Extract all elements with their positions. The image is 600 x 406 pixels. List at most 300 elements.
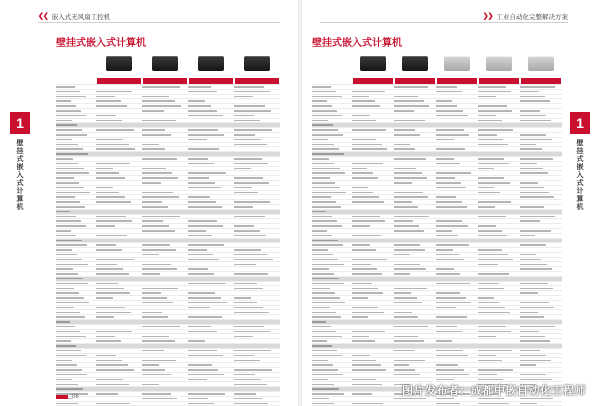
- spec-value-cell: [478, 85, 520, 89]
- illegible-text: [520, 403, 537, 405]
- illegible-text: [188, 283, 226, 285]
- illegible-text: [394, 177, 427, 179]
- spec-value-cell: [96, 210, 142, 214]
- illegible-text: [142, 249, 176, 251]
- illegible-text: [312, 144, 334, 146]
- illegible-text: [436, 148, 465, 150]
- illegible-text: [312, 100, 327, 102]
- illegible-text: [142, 144, 159, 146]
- spec-value-cell: [96, 272, 142, 276]
- illegible-text: [142, 192, 173, 194]
- illegible-text: [478, 369, 513, 371]
- spec-value-cell: [520, 368, 562, 372]
- illegible-text: [478, 283, 499, 285]
- spec-value-cell: [478, 176, 520, 180]
- spec-value-cell: [352, 315, 394, 319]
- illegible-text: [56, 225, 86, 227]
- spec-value-cell: [352, 128, 394, 132]
- illegible-text: [234, 312, 269, 314]
- illegible-text: [436, 297, 466, 299]
- spec-value-cell: [436, 373, 478, 377]
- spec-value-cell: [394, 123, 436, 127]
- spec-value-cell: [142, 272, 188, 276]
- illegible-text: [56, 249, 72, 251]
- spec-value-cell: [478, 133, 520, 137]
- illegible-text: [56, 297, 84, 299]
- illegible-text: [312, 220, 337, 222]
- illegible-text: [478, 110, 512, 112]
- spec-value-cell: [352, 291, 394, 295]
- illegible-text: [188, 350, 217, 352]
- spec-value-cell: [394, 320, 436, 324]
- illegible-text: [312, 292, 335, 294]
- spec-value-cell: [436, 368, 478, 372]
- spec-value-cell: [352, 147, 394, 151]
- illegible-text: [352, 244, 370, 246]
- spec-row: [312, 402, 562, 406]
- illegible-text: [56, 350, 81, 352]
- spec-value-cell: [520, 181, 562, 185]
- spec-value-cell: [142, 363, 188, 367]
- illegible-text: [234, 288, 263, 290]
- spec-value-cell: [352, 243, 394, 247]
- spec-value-cell: [188, 296, 234, 300]
- spec-value-cell: [436, 123, 478, 127]
- spec-value-cell: [436, 138, 478, 142]
- spec-value-cell: [234, 253, 280, 257]
- illegible-text: [436, 259, 464, 261]
- illegible-text: [520, 120, 551, 122]
- illegible-text: [520, 230, 551, 232]
- spec-value-cell: [142, 138, 188, 142]
- spec-label-cell: [56, 85, 96, 89]
- spec-label-cell: [56, 378, 96, 382]
- spec-value-cell: [352, 358, 394, 362]
- illegible-text: [96, 288, 124, 290]
- spec-value-cell: [96, 85, 142, 89]
- illegible-text: [394, 230, 424, 232]
- spec-value-cell: [436, 95, 478, 99]
- spec-value-cell: [234, 104, 280, 108]
- illegible-text: [436, 134, 469, 136]
- spec-value-cell: [394, 229, 436, 233]
- spec-value-cell: [234, 229, 280, 233]
- page-number: 06: [72, 394, 79, 400]
- illegible-text: [56, 124, 77, 126]
- spec-value-cell: [234, 402, 280, 406]
- spec-value-cell: [142, 330, 188, 334]
- spec-value-cell: [142, 109, 188, 113]
- spec-label-cell: [312, 191, 352, 195]
- spec-label-cell: [312, 239, 352, 243]
- spec-value-cell: [520, 205, 562, 209]
- illegible-text: [96, 115, 116, 117]
- illegible-text: [234, 163, 268, 165]
- spec-label-cell: [312, 128, 352, 132]
- illegible-text: [188, 139, 207, 141]
- spec-value-cell: [436, 291, 478, 295]
- illegible-text: [188, 220, 217, 222]
- illegible-text: [188, 364, 212, 366]
- spec-value-cell: [188, 133, 234, 137]
- spec-value-cell: [188, 176, 234, 180]
- spec-value-cell: [478, 186, 520, 190]
- illegible-text: [520, 220, 540, 222]
- spec-value-cell: [352, 167, 394, 171]
- spec-value-cell: [478, 368, 520, 372]
- illegible-text: [394, 158, 426, 160]
- illegible-text: [56, 355, 86, 357]
- spec-value-cell: [188, 119, 234, 123]
- spec-value-cell: [142, 397, 188, 401]
- illegible-text: [188, 316, 222, 318]
- spec-value-cell: [142, 167, 188, 171]
- illegible-text: [56, 379, 72, 381]
- illegible-text: [352, 225, 370, 227]
- spec-label-cell: [56, 219, 96, 223]
- spec-value-cell: [394, 272, 436, 276]
- spec-value-cell: [478, 349, 520, 353]
- illegible-text: [142, 384, 159, 386]
- spec-label-cell: [56, 215, 96, 219]
- spec-value-cell: [188, 373, 234, 377]
- spec-value-cell: [234, 397, 280, 401]
- illegible-text: [520, 163, 537, 165]
- spec-value-cell: [394, 262, 436, 266]
- spec-value-cell: [96, 128, 142, 132]
- illegible-text: [56, 172, 89, 174]
- illegible-text: [188, 100, 205, 102]
- illegible-text: [436, 374, 469, 376]
- spec-label-cell: [312, 205, 352, 209]
- illegible-text: [188, 249, 207, 251]
- spec-value-cell: [142, 85, 188, 89]
- left-spec-table: [56, 78, 280, 406]
- spec-value-cell: [520, 262, 562, 266]
- illegible-text: [312, 369, 338, 371]
- spec-value-cell: [96, 296, 142, 300]
- spec-label-cell: [312, 200, 352, 204]
- spec-value-cell: [352, 215, 394, 219]
- spec-label-cell: [312, 171, 352, 175]
- illegible-text: [436, 158, 454, 160]
- spec-label-cell: [312, 147, 352, 151]
- illegible-text: [394, 254, 410, 256]
- illegible-text: [436, 115, 468, 117]
- illegible-text: [56, 153, 88, 155]
- spec-value-cell: [478, 243, 520, 247]
- illegible-text: [312, 163, 334, 165]
- illegible-text: [520, 288, 553, 290]
- spec-value-cell: [188, 229, 234, 233]
- illegible-text: [478, 336, 496, 338]
- illegible-text: [142, 288, 178, 290]
- spec-value-cell: [478, 296, 520, 300]
- illegible-text: [478, 379, 503, 381]
- spec-value-cell: [142, 282, 188, 286]
- spec-value-cell: [142, 339, 188, 343]
- illegible-text: [234, 326, 264, 328]
- spec-value-cell: [188, 402, 234, 406]
- spec-value-cell: [142, 205, 188, 209]
- spec-value-cell: [234, 363, 280, 367]
- spec-value-cell: [96, 344, 142, 348]
- illegible-text: [142, 316, 168, 318]
- illegible-text: [478, 225, 496, 227]
- spec-value-cell: [352, 229, 394, 233]
- spec-value-cell: [96, 387, 142, 391]
- spec-value-cell: [520, 143, 562, 147]
- spec-value-cell: [394, 224, 436, 228]
- illegible-text: [436, 230, 452, 232]
- spec-value-cell: [189, 78, 233, 84]
- illegible-text: [312, 177, 330, 179]
- illegible-text: [234, 374, 255, 376]
- spec-value-cell: [352, 181, 394, 185]
- spec-value-cell: [520, 402, 562, 406]
- illegible-text: [142, 297, 167, 299]
- illegible-text: [234, 273, 268, 275]
- spec-value-cell: [188, 358, 234, 362]
- spec-label-cell: [56, 162, 96, 166]
- spec-value-cell: [96, 143, 142, 147]
- spec-value-cell: [478, 358, 520, 362]
- right-chapter-label: [570, 140, 590, 212]
- spec-value-cell: [188, 306, 234, 310]
- spec-value-cell: [478, 258, 520, 262]
- illegible-text: [56, 187, 84, 189]
- spec-value-cell: [234, 349, 280, 353]
- spec-value-cell: [436, 330, 478, 334]
- spec-value-cell: [234, 152, 280, 156]
- illegible-text: [520, 158, 553, 160]
- chapter-label-char: 算: [16, 196, 24, 203]
- spec-value-cell: [96, 258, 142, 262]
- spec-label-cell: [56, 349, 96, 353]
- illegible-text: [56, 211, 70, 213]
- illegible-text: [436, 331, 462, 333]
- illegible-text: [56, 331, 80, 333]
- illegible-text: [56, 302, 89, 304]
- spec-value-cell: [520, 277, 562, 281]
- spec-value-cell: [436, 186, 478, 190]
- illegible-text: [394, 374, 420, 376]
- spec-value-cell: [188, 363, 234, 367]
- spec-value-cell: [142, 349, 188, 353]
- illegible-text: [478, 230, 502, 232]
- spec-value-cell: [142, 248, 188, 252]
- spec-value-cell: [478, 114, 520, 118]
- spec-value-cell: [96, 234, 142, 238]
- spec-value-cell: [142, 176, 188, 180]
- illegible-text: [56, 158, 73, 160]
- spec-value-cell: [436, 181, 478, 185]
- illegible-text: [436, 235, 458, 237]
- spec-value-cell: [436, 344, 478, 348]
- illegible-text: [394, 336, 418, 338]
- spec-value-cell: [394, 334, 436, 338]
- illegible-text: [520, 206, 544, 208]
- spec-value-cell: [234, 382, 280, 386]
- spec-value-cell: [352, 258, 394, 262]
- illegible-text: [188, 331, 217, 333]
- spec-value-cell: [96, 267, 142, 271]
- left-chapter-label: [10, 140, 30, 212]
- spec-value-cell: [188, 392, 234, 396]
- spec-value-cell: [352, 191, 394, 195]
- spec-label-cell: [56, 78, 96, 84]
- spec-value-cell: [143, 78, 187, 84]
- spec-value-cell: [352, 176, 394, 180]
- illegible-text: [312, 235, 332, 237]
- spec-label-cell: [56, 277, 96, 281]
- spec-value-cell: [142, 200, 188, 204]
- spec-label-cell: [56, 387, 96, 391]
- illegible-text: [56, 91, 80, 93]
- illegible-text: [56, 254, 77, 256]
- illegible-text: [188, 273, 214, 275]
- chapter-label-char: 算: [576, 196, 584, 203]
- illegible-text: [56, 144, 78, 146]
- illegible-text: [520, 172, 548, 174]
- spec-value-cell: [394, 301, 436, 305]
- spec-label-cell: [56, 296, 96, 300]
- illegible-text: [142, 302, 173, 304]
- spec-value-cell: [520, 215, 562, 219]
- spec-label-cell: [56, 363, 96, 367]
- spec-value-cell: [520, 272, 562, 276]
- spec-value-cell: [142, 90, 188, 94]
- spec-value-cell: [520, 147, 562, 151]
- illegible-text: [394, 350, 414, 352]
- illegible-text: [478, 144, 508, 146]
- illegible-text: [436, 139, 454, 141]
- chapter-label-char: 机: [576, 204, 584, 211]
- spec-value-cell: [96, 378, 142, 382]
- illegible-text: [394, 249, 425, 251]
- spec-label-cell: [56, 291, 96, 295]
- illegible-text: [234, 369, 272, 371]
- illegible-text: [520, 331, 539, 333]
- illegible-text: [312, 264, 344, 266]
- illegible-text: [234, 230, 260, 232]
- illegible-text: [96, 196, 125, 198]
- spec-value-cell: [352, 387, 394, 391]
- illegible-text: [142, 326, 180, 328]
- spec-value-cell: [352, 143, 394, 147]
- illegible-text: [352, 235, 381, 237]
- chapter-label-char: 嵌: [576, 164, 584, 171]
- spec-value-cell: [96, 291, 142, 295]
- illegible-text: [520, 96, 545, 98]
- illegible-text: [96, 163, 130, 165]
- illegible-text: [352, 249, 376, 251]
- spec-value-cell: [436, 215, 478, 219]
- spec-value-cell: [436, 219, 478, 223]
- spec-label-cell: [312, 339, 352, 343]
- spec-value-cell: [352, 239, 394, 243]
- illegible-text: [234, 86, 264, 88]
- illegible-text: [312, 273, 334, 275]
- illegible-text: [520, 91, 539, 93]
- illegible-text: [234, 139, 261, 141]
- illegible-text: [96, 148, 135, 150]
- illegible-text: [142, 360, 176, 362]
- illegible-text: [312, 172, 345, 174]
- spec-value-cell: [520, 325, 562, 329]
- illegible-text: [478, 115, 496, 117]
- illegible-text: [394, 196, 428, 198]
- illegible-text: [234, 355, 254, 357]
- spec-value-cell: [96, 152, 142, 156]
- spec-label-cell: [56, 306, 96, 310]
- illegible-text: [394, 364, 409, 366]
- spec-value-cell: [352, 325, 394, 329]
- spec-label-cell: [56, 205, 96, 209]
- illegible-text: [436, 268, 454, 270]
- illegible-text: [352, 340, 375, 342]
- chapter-label-char: 计: [16, 188, 24, 195]
- illegible-text: [312, 91, 336, 93]
- left-header-rule: [38, 22, 280, 23]
- spec-value-cell: [234, 191, 280, 195]
- spec-value-cell: [234, 315, 280, 319]
- spec-value-cell: [520, 119, 562, 123]
- illegible-text: [96, 91, 132, 93]
- spec-value-cell: [234, 157, 280, 161]
- illegible-text: [478, 187, 494, 189]
- illegible-text: [394, 273, 410, 275]
- spec-value-cell: [352, 306, 394, 310]
- spec-value-cell: [478, 239, 520, 243]
- illegible-text: [520, 398, 553, 400]
- spec-value-cell: [96, 215, 142, 219]
- spec-value-cell: [352, 286, 394, 290]
- spec-value-cell: [394, 243, 436, 247]
- spec-value-cell: [142, 239, 188, 243]
- illegible-text: [96, 307, 125, 309]
- illegible-text: [142, 216, 180, 218]
- spec-label-cell: [312, 258, 352, 262]
- spec-value-cell: [394, 239, 436, 243]
- illegible-text: [234, 216, 265, 218]
- spec-value-cell: [394, 200, 436, 204]
- spec-value-cell: [436, 210, 478, 214]
- spec-value-cell: [352, 119, 394, 123]
- illegible-text: [234, 336, 253, 338]
- illegible-text: [56, 115, 86, 117]
- spec-label-cell: [56, 200, 96, 204]
- spec-value-cell: [394, 310, 436, 314]
- spec-value-cell: [394, 277, 436, 281]
- spec-value-cell: [142, 215, 188, 219]
- spec-value-cell: [520, 191, 562, 195]
- spec-value-cell: [188, 171, 234, 175]
- product-image: [234, 50, 280, 76]
- illegible-text: [188, 163, 214, 165]
- illegible-text: [312, 115, 342, 117]
- spec-value-cell: [234, 277, 280, 281]
- spec-value-cell: [96, 330, 142, 334]
- illegible-text: [312, 321, 326, 323]
- spec-value-cell: [436, 296, 478, 300]
- illegible-text: [142, 292, 161, 294]
- spec-value-cell: [188, 253, 234, 257]
- illegible-text: [520, 134, 546, 136]
- illegible-text: [56, 340, 71, 342]
- spec-value-cell: [352, 402, 394, 406]
- spec-label-cell: [312, 78, 352, 84]
